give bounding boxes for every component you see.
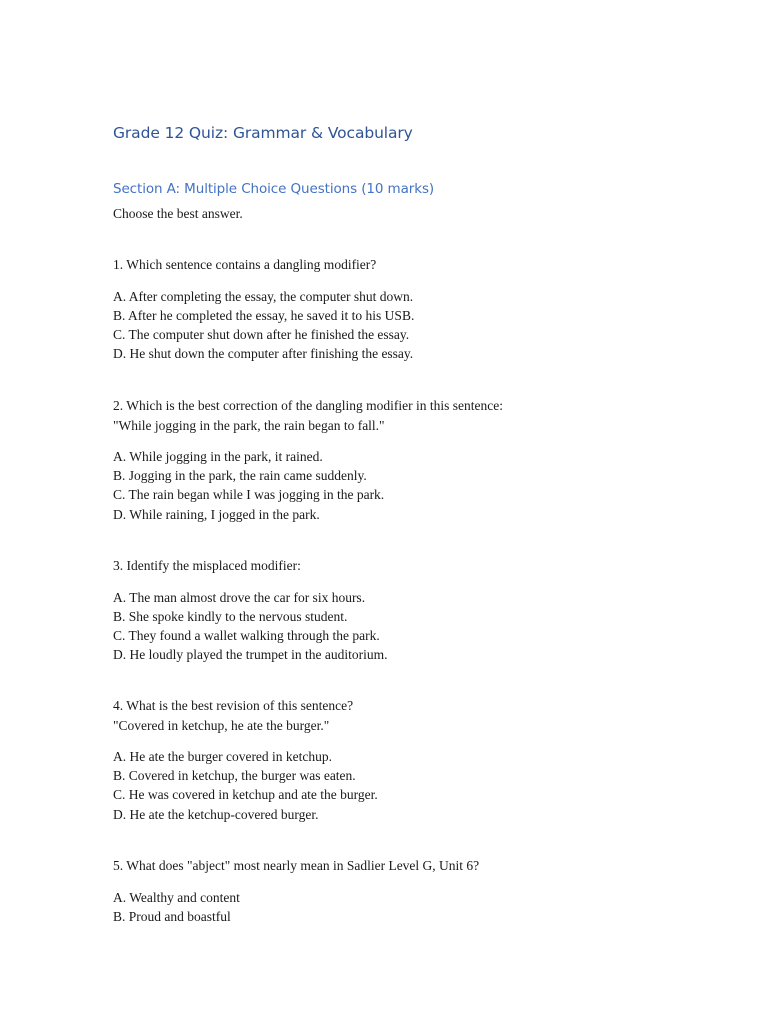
question-text	[113, 696, 733, 735]
answer-option-b: B. Covered in ketchup, the burger was eaten.	[113, 768, 356, 784]
answer-option-c: C. The rain began while I was jogging in the park.	[113, 487, 385, 503]
question-text	[113, 255, 733, 275]
question-3	[113, 556, 733, 664]
section-instructions: Choose the best answer.	[113, 206, 243, 221]
question-4	[113, 696, 733, 824]
question-text-line: 4. What is the best revision of this sentence?	[113, 698, 354, 713]
question-1	[113, 255, 733, 363]
page-title: Grade 12 Quiz: Grammar & Vocabulary	[113, 124, 413, 142]
answer-option-a: A. Wealthy and content	[113, 889, 240, 905]
question-text-line: 1. Which sentence contains a dangling modifier?	[113, 257, 377, 272]
answer-option-b: B. After he completed the essay, he saved it to his USB.	[113, 307, 415, 323]
answer-option-c: C. The computer shut down after he finished the essay.	[113, 326, 410, 342]
answer-option-b: B. Proud and boastful	[113, 908, 231, 924]
answer-option-b: B. She spoke kindly to the nervous student.	[113, 608, 348, 624]
answer-option-b: B. Jogging in the park, the rain came suddenly.	[113, 468, 367, 484]
question-text	[113, 396, 733, 435]
answer-option-d: D. While raining, I jogged in the park.	[113, 506, 320, 522]
question-5	[113, 856, 733, 926]
answer-options	[113, 447, 733, 524]
question-text	[113, 856, 733, 876]
section-heading: Section A: Multiple Choice Questions (10 marks)	[113, 181, 435, 197]
answer-option-a: A. The man almost drove the car for six hours.	[113, 589, 366, 605]
answer-option-a: A. He ate the burger covered in ketchup.	[113, 749, 333, 764]
question-text-line: 3. Identify the misplaced modifier:	[113, 558, 301, 573]
question-quoted-sentence: "Covered in ketchup, he ate the burger."	[113, 717, 330, 733]
question-quoted-sentence: "While jogging in the park, the rain began to fall."	[113, 417, 385, 433]
answer-option-d: D. He loudly played the trumpet in the auditorium.	[113, 647, 388, 663]
answer-option-a: A. While jogging in the park, it rained.	[113, 449, 323, 464]
answer-options	[113, 287, 733, 364]
question-text-line: 2. Which is the best correction of the dangling modifier in this sentence:	[113, 398, 504, 413]
answer-options	[113, 888, 733, 926]
answer-option-d: D. He ate the ketchup-covered burger.	[113, 806, 319, 822]
question-text	[113, 556, 733, 576]
question-text-line: 5. What does "abject" most nearly mean in Sadlier Level G, Unit 6?	[113, 858, 480, 873]
answer-option-d: D. He shut down the computer after finishing the essay.	[113, 346, 414, 362]
answer-option-a: A. After completing the essay, the computer shut down.	[113, 288, 414, 304]
answer-option-c: C. They found a wallet walking through the park.	[113, 627, 380, 643]
answer-option-c: C. He was covered in ketchup and ate the burger.	[113, 787, 378, 803]
answer-options	[113, 588, 733, 665]
question-2	[113, 396, 733, 524]
answer-options	[113, 747, 733, 824]
